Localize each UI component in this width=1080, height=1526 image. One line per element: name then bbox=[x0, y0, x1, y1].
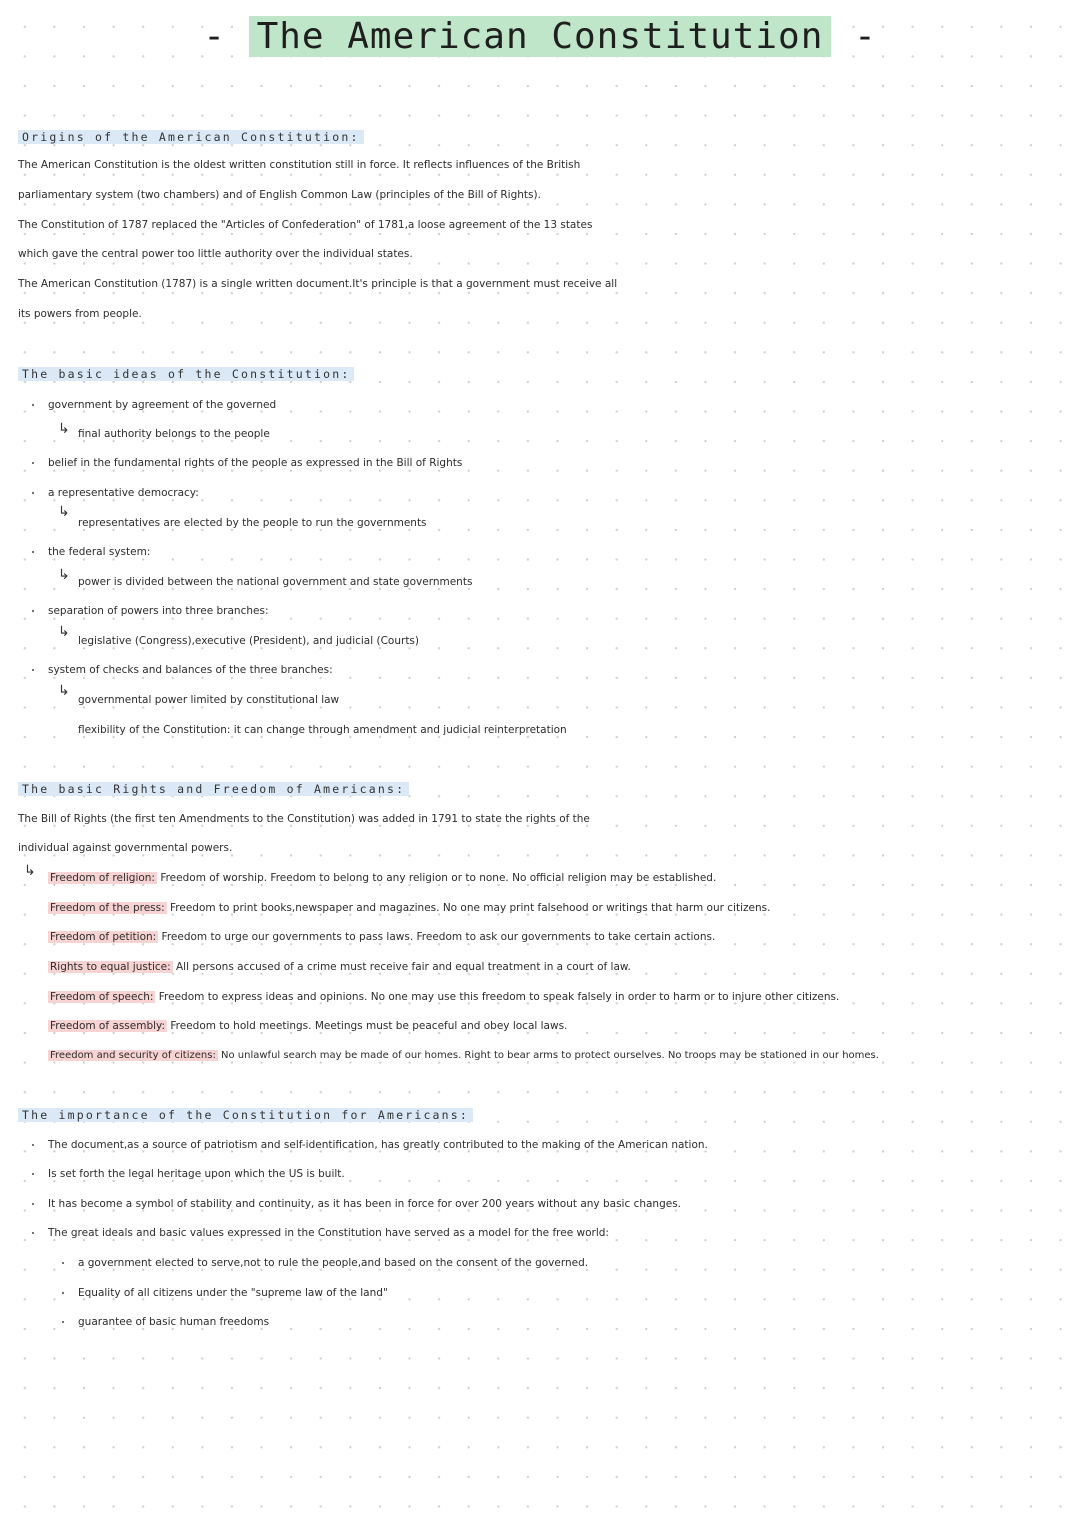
origins-line: which gave the central power too little authority over the individual states. bbox=[18, 248, 413, 260]
ideas-sub-item: governmental power limited by constitutional law bbox=[78, 694, 340, 706]
right-desc: Freedom to express ideas and opinions. No one may use this freedom to speak falsely in order to harm or to injure other citizens. bbox=[155, 991, 840, 1003]
ideas-sub-item: final authority belongs to the people bbox=[78, 428, 270, 440]
title-dash-left: - bbox=[203, 16, 226, 57]
right-term: Freedom of religion: bbox=[50, 872, 155, 884]
arrow-icon: ↳ bbox=[58, 504, 70, 520]
right-desc: Freedom to hold meetings. Meetings must be peaceful and obey local laws. bbox=[167, 1020, 568, 1032]
ideas-sub-item: legislative (Congress),executive (President), and judicial (Courts) bbox=[78, 635, 419, 647]
origins-line: The American Constitution is the oldest written constitution still in force. It reflects influences of the British bbox=[18, 159, 581, 171]
right-desc: Freedom to urge our governments to pass laws. Freedom to ask our governments to take certain actions. bbox=[158, 931, 716, 943]
importance-sub-item: Equality of all citizens under the "supreme law of the land" bbox=[78, 1287, 388, 1299]
right-item bbox=[48, 1049, 879, 1063]
importance-item: The document,as a source of patriotism and self-identification, has greatly contributed to the making of the American nation. bbox=[48, 1139, 708, 1151]
origins-line: The American Constitution (1787) is a single written document.It's principle is that a government must receive all bbox=[18, 278, 618, 290]
origins-line: parliamentary system (two chambers) and of English Common Law (principles of the Bill of Rights). bbox=[18, 189, 541, 201]
right-term: Freedom of speech: bbox=[50, 991, 154, 1003]
ideas-bullet-item: government by agreement of the governed bbox=[48, 399, 277, 411]
importance-sub-item: guarantee of basic human freedoms bbox=[78, 1316, 270, 1328]
right-item bbox=[48, 960, 631, 974]
right-desc: No unlawful search may be made of our homes. Right to bear arms to protect ourselves. No troops may be stationed in our homes. bbox=[217, 1050, 879, 1061]
ideas-heading: The basic ideas of the Constitution: bbox=[18, 367, 354, 385]
importance-item: It has become a symbol of stability and continuity, as it has been in force for over 200 years without any basic changes. bbox=[48, 1198, 682, 1210]
page-title bbox=[197, 16, 883, 57]
title-text: The American Constitution bbox=[249, 16, 832, 57]
arrow-icon: ↳ bbox=[24, 863, 36, 879]
right-item bbox=[48, 871, 716, 885]
origins-heading: Origins of the American Constitution: bbox=[18, 130, 364, 148]
right-term: Freedom of assembly: bbox=[50, 1020, 166, 1032]
right-term: Freedom of petition: bbox=[50, 931, 157, 943]
ideas-bullet-item: separation of powers into three branches: bbox=[48, 605, 269, 617]
right-term: Freedom and security of citizens: bbox=[50, 1050, 216, 1061]
right-item bbox=[48, 930, 715, 944]
right-term: Freedom of the press: bbox=[50, 902, 165, 914]
right-item bbox=[48, 990, 839, 1004]
arrow-icon: ↳ bbox=[58, 624, 70, 640]
rights-intro-line: The Bill of Rights (the first ten Amendments to the Constitution) was added in 1791 to state the rights of the bbox=[18, 813, 590, 825]
right-term: Rights to equal justice: bbox=[50, 961, 171, 973]
importance-sub-item: a government elected to serve,not to rule the people,and based on the consent of the governed. bbox=[78, 1257, 589, 1269]
arrow-icon: ↳ bbox=[58, 683, 70, 699]
ideas-sub-item: flexibility of the Constitution: it can change through amendment and judicial reinterpretation bbox=[78, 724, 567, 736]
arrow-icon: ↳ bbox=[58, 567, 70, 583]
right-desc: Freedom to print books,newspaper and magazines. No one may print falsehood or writings that harm our citizens. bbox=[166, 902, 771, 914]
right-desc: Freedom of worship. Freedom to belong to any religion or to none. No official religion may be established. bbox=[156, 872, 717, 884]
rights-intro-line: individual against governmental powers. bbox=[18, 842, 233, 854]
page-title-container bbox=[0, 16, 1080, 57]
ideas-bullet-item: the federal system: bbox=[48, 546, 151, 558]
importance-heading: The importance of the Constitution for Americans: bbox=[18, 1108, 473, 1126]
right-desc: All persons accused of a crime must receive fair and equal treatment in a court of law. bbox=[172, 961, 631, 973]
ideas-bullet-item: a representative democracy: bbox=[48, 487, 199, 499]
ideas-sub-item: power is divided between the national government and state governments bbox=[78, 576, 473, 588]
origins-line: its powers from people. bbox=[18, 308, 142, 320]
right-item bbox=[48, 1019, 567, 1033]
ideas-bullet-item: system of checks and balances of the three branches: bbox=[48, 664, 333, 676]
title-dash-right: - bbox=[854, 16, 877, 57]
ideas-bullet-item: belief in the fundamental rights of the people as expressed in the Bill of Rights bbox=[48, 457, 463, 469]
importance-item: The great ideals and basic values expressed in the Constitution have served as a model for the free world: bbox=[48, 1227, 609, 1239]
ideas-sub-item: representatives are elected by the people to run the governments bbox=[78, 517, 427, 529]
origins-line: The Constitution of 1787 replaced the "Articles of Confederation" of 1781,a loose agreement of the 13 states bbox=[18, 219, 593, 231]
right-item bbox=[48, 901, 770, 915]
rights-heading: The basic Rights and Freedom of Americans: bbox=[18, 782, 409, 800]
arrow-icon: ↳ bbox=[58, 421, 70, 437]
importance-item: Is set forth the legal heritage upon which the US is built. bbox=[48, 1168, 345, 1180]
